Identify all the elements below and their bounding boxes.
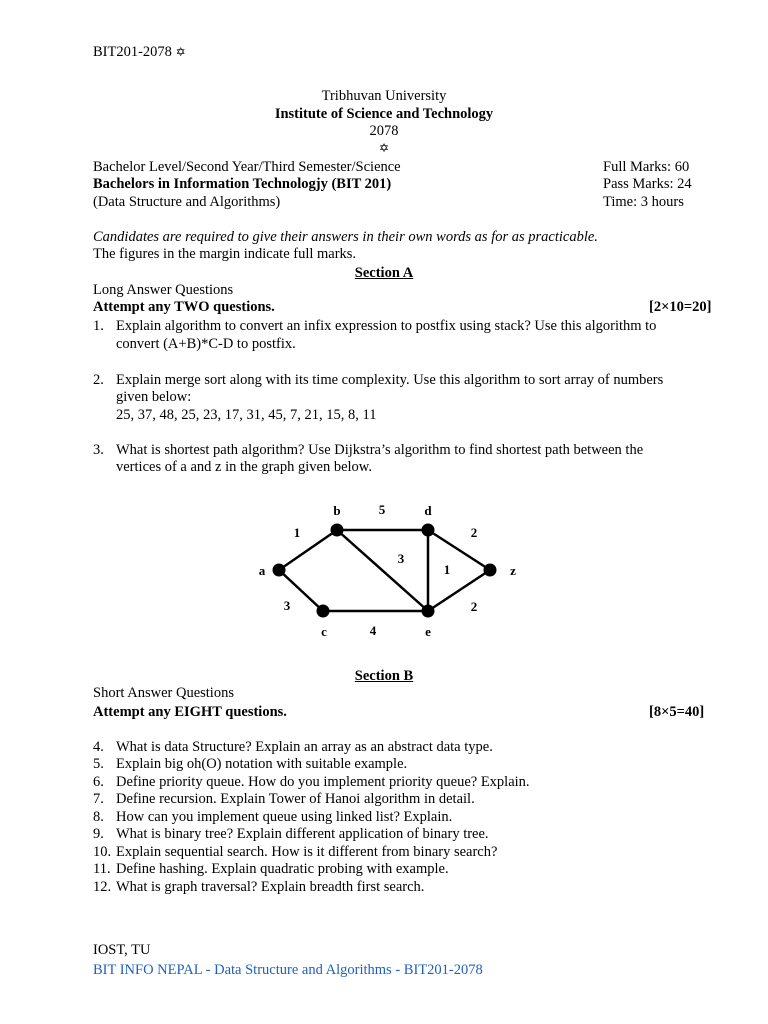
edge-a-b xyxy=(279,530,337,570)
program-text: Bachelors in Information Technologjy (BIT 201) xyxy=(93,176,392,192)
edge-weight-d-z: 2 xyxy=(470,525,478,540)
edge-e-z xyxy=(428,570,490,611)
question-number: 10. xyxy=(93,844,112,860)
section-a-heading: Section A xyxy=(354,265,414,281)
pass-marks: Pass Marks: 24 xyxy=(603,176,692,192)
question-text: What is binary tree? Explain different application of binary tree. xyxy=(116,826,489,842)
footer-org: IOST, TU xyxy=(93,942,151,958)
question-number: 8. xyxy=(93,809,104,825)
node-d xyxy=(422,524,435,537)
node-label-z: z xyxy=(510,563,516,578)
edge-weight-b-d: 5 xyxy=(378,502,386,517)
question-number: 5. xyxy=(93,756,104,772)
instruction-line-2: The figures in the margin indicate full marks. xyxy=(93,246,357,262)
question-line: 25, 37, 48, 25, 23, 17, 31, 45, 7, 21, 15, 8, 11 xyxy=(116,407,377,423)
time-allowed: Time: 3 hours xyxy=(603,194,684,210)
question-line: vertices of a and z in the graph given below. xyxy=(116,459,372,475)
question-text: Explain sequential search. How is it different from binary search? xyxy=(116,844,498,860)
section-a-type: Long Answer Questions xyxy=(93,282,234,298)
node-label-c: c xyxy=(321,624,327,639)
question-line: What is shortest path algorithm? Use Dijkstra’s algorithm to find shortest path between the xyxy=(116,442,644,458)
star-icon: ✡ xyxy=(378,141,390,155)
section-b-marks: [8×5=40] xyxy=(649,704,705,720)
edge-b-e xyxy=(337,530,428,611)
question-line: Explain merge sort along with its time complexity. Use this algorithm to sort array of numbers xyxy=(116,372,664,388)
node-a xyxy=(273,564,286,577)
question-text: Explain big oh(O) notation with suitable example. xyxy=(116,756,408,772)
edge-weight-e-z: 2 xyxy=(470,599,478,614)
question-number: 12. xyxy=(93,879,112,895)
question-line: Explain algorithm to convert an infix expression to postfix using stack? Use this algorithm to xyxy=(116,318,657,334)
question-text: What is data Structure? Explain an array as an abstract data type. xyxy=(116,739,493,755)
edge-weight-c-e: 4 xyxy=(369,623,377,638)
node-label-e: e xyxy=(425,624,431,639)
edge-d-z xyxy=(428,530,490,570)
question-text: What is graph traversal? Explain breadth first search. xyxy=(116,879,425,895)
question-line: convert (A+B)*C-D to postfix. xyxy=(116,336,296,352)
node-z xyxy=(484,564,497,577)
question-number: 3. xyxy=(93,442,104,458)
star-icon: ✡ xyxy=(175,45,186,59)
question-number: 7. xyxy=(93,791,104,807)
question-number: 4. xyxy=(93,739,104,755)
node-label-d: d xyxy=(424,503,432,518)
question-text: Define priority queue. How do you implement priority queue? Explain. xyxy=(116,774,530,790)
question-number: 6. xyxy=(93,774,104,790)
institute-name: Institute of Science and Technology xyxy=(274,106,494,122)
question-number: 1. xyxy=(93,318,104,334)
edge-weight-a-b: 1 xyxy=(293,525,301,540)
full-marks: Full Marks: 60 xyxy=(603,159,690,175)
level-text: Bachelor Level/Second Year/Third Semester/Science xyxy=(93,159,401,175)
exam-year: 2078 xyxy=(369,123,399,139)
section-b-type: Short Answer Questions xyxy=(93,685,234,701)
exam-code-text: BIT201-2078 xyxy=(93,44,172,60)
node-b xyxy=(331,524,344,537)
node-e xyxy=(422,605,435,618)
question-number: 11. xyxy=(93,861,111,877)
subject-text: (Data Structure and Algorithms) xyxy=(93,194,281,210)
section-b-attempt: Attempt any EIGHT questions. xyxy=(93,704,287,720)
section-b-heading: Section B xyxy=(354,668,414,684)
section-a-attempt: Attempt any TWO questions. xyxy=(93,299,275,315)
question-number: 9. xyxy=(93,826,104,842)
question-text: How can you implement queue using linked list? Explain. xyxy=(116,809,453,825)
question-line: given below: xyxy=(116,389,192,405)
university-name: Tribhuvan University xyxy=(321,88,447,104)
instruction-line-1: Candidates are required to give their answers in their own words as for as practicable. xyxy=(93,229,598,245)
edge-weight-a-c: 3 xyxy=(283,598,291,613)
node-c xyxy=(317,605,330,618)
question-text: Define hashing. Explain quadratic probing with example. xyxy=(116,861,449,877)
section-a-marks: [2×10=20] xyxy=(649,299,712,315)
edge-weight-b-e: 3 xyxy=(397,551,405,566)
node-label-a: a xyxy=(258,563,266,578)
question-text: Define recursion. Explain Tower of Hanoi algorithm in detail. xyxy=(116,791,475,807)
footer-link[interactable]: BIT INFO NEPAL - Data Structure and Algorithms - BIT201-2078 xyxy=(93,962,483,978)
node-label-b: b xyxy=(333,503,341,518)
edge-weight-d-e: 1 xyxy=(443,562,451,577)
question-number: 2. xyxy=(93,372,104,388)
